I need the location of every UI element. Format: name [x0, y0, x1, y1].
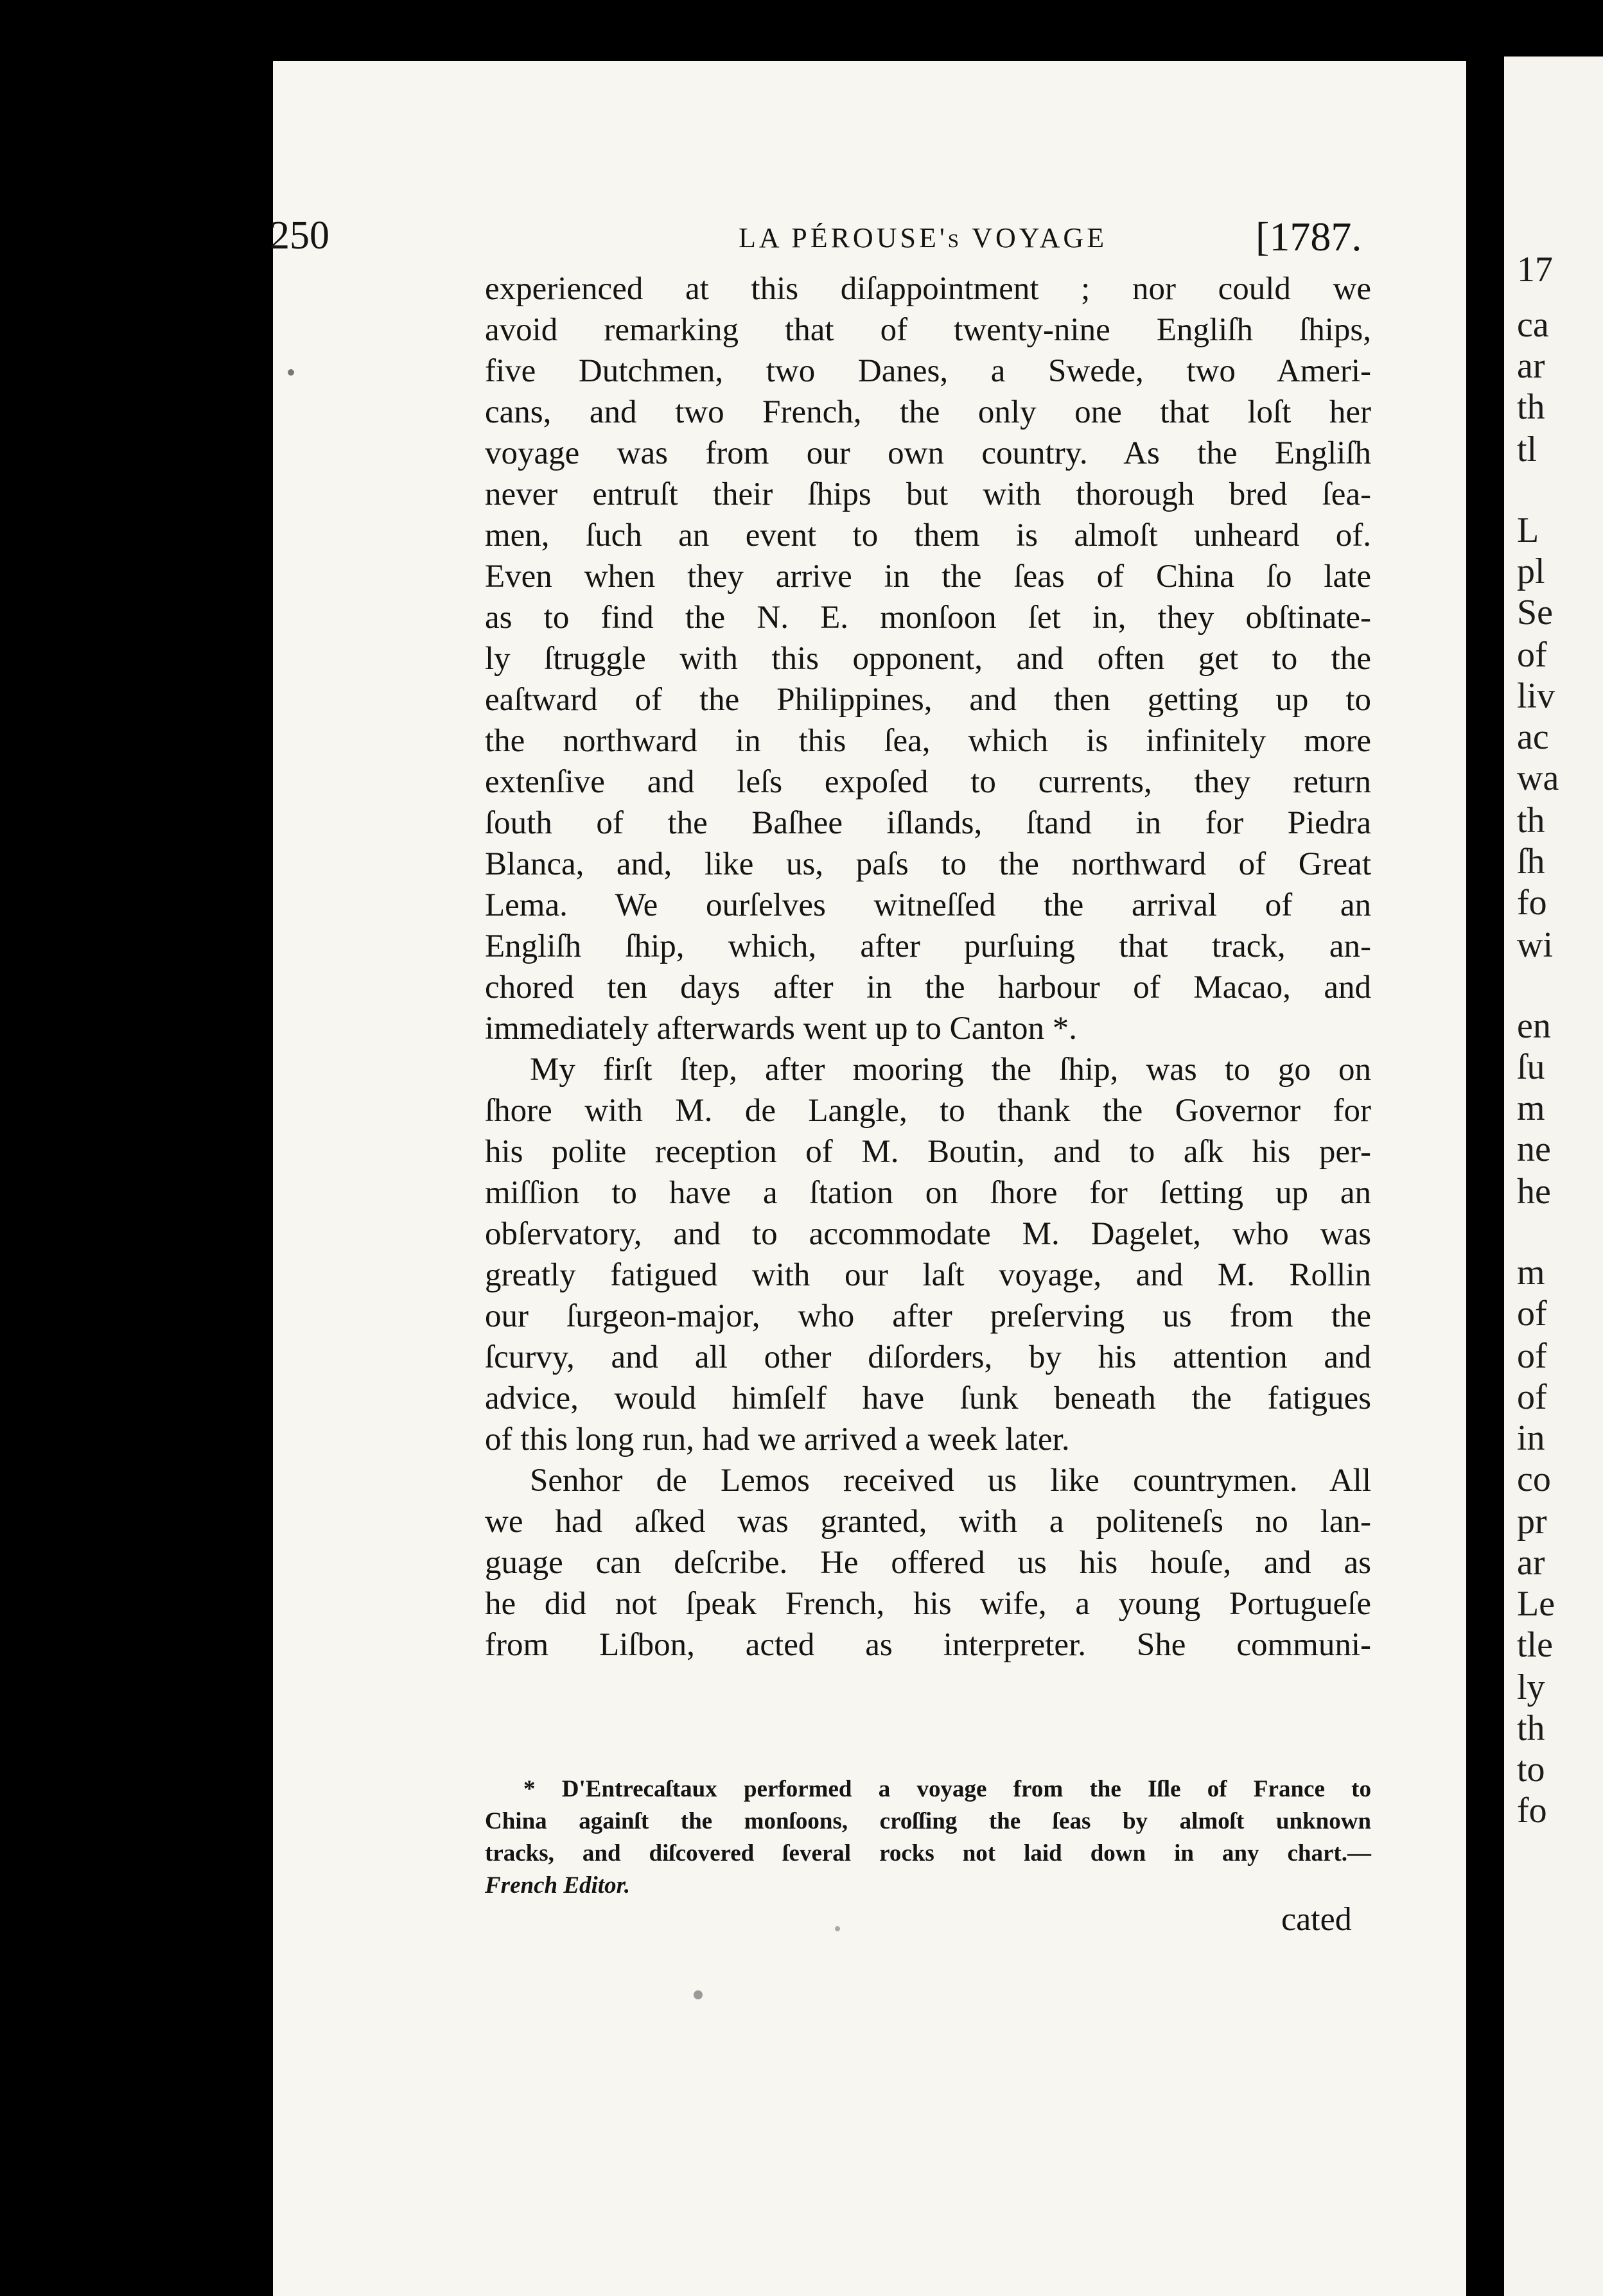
text-line: of this long run, had we arrived a week later.: [485, 1422, 1070, 1457]
footnote-line: French Editor.: [485, 1872, 631, 1899]
text-line: miſſion to have a ſtation on ſhore for ſetting up an: [485, 1175, 1371, 1211]
text-line: ly ſtruggle with this opponent, and often get to the: [485, 641, 1371, 677]
adjacent-fragment: ac: [1517, 717, 1549, 757]
adjacent-fragment: th: [1517, 387, 1545, 427]
text-line: eaſtward of the Philippines, and then getting up to: [485, 682, 1371, 718]
adjacent-fragment: m: [1517, 1088, 1545, 1128]
text-line: guage can deſcribe. He offered us his houſe, and as: [485, 1545, 1371, 1581]
adjacent-fragment: th: [1517, 801, 1545, 840]
adjacent-fragment: Le: [1517, 1584, 1555, 1624]
adjacent-fragment: pr: [1517, 1502, 1547, 1542]
adjacent-fragment: ne: [1517, 1129, 1551, 1169]
adjacent-fragment: liv: [1517, 676, 1555, 716]
adjacent-fragment: Se: [1517, 593, 1553, 632]
text-line: we had aſked was granted, with a politeneſs no lan-: [485, 1504, 1371, 1540]
text-line: Lema. We ourſelves witneſſed the arrival of an: [485, 887, 1371, 923]
text-line: chored ten days after in the harbour of Macao, and: [485, 970, 1371, 1005]
text-line: the northward in this ſea, which is infinitely more: [485, 723, 1371, 759]
adjacent-fragment: tle: [1517, 1625, 1553, 1665]
adjacent-fragment: ly: [1517, 1667, 1545, 1707]
adjacent-fragment: of: [1517, 1377, 1547, 1417]
footnote: [485, 1773, 1371, 1902]
adjacent-fragment: 17: [1517, 250, 1553, 290]
text-line: My firſt ſtep, after mooring the ſhip, was to go on: [530, 1052, 1371, 1088]
adjacent-fragment: fo: [1517, 1791, 1547, 1831]
text-line: as to find the N. E. monſoon ſet in, they obſtinate-: [485, 600, 1371, 636]
text-line: avoid remarking that of twenty-nine Engliſh ſhips,: [485, 312, 1371, 348]
text-line: Blanca, and, like us, paſs to the northward of Great: [485, 846, 1371, 882]
text-line: never entruſt their ſhips but with thorough bred ſea-: [485, 476, 1371, 512]
text-line: ſcurvy, and all other diſorders, by his attention and: [485, 1339, 1371, 1375]
text-line: from Liſbon, acted as interpreter. She communi-: [485, 1627, 1371, 1663]
adjacent-fragment: th: [1517, 1709, 1545, 1748]
text-line: immediately afterwards went up to Canton *.: [485, 1011, 1078, 1047]
adjacent-fragment: of: [1517, 1336, 1547, 1376]
text-line: he did not ſpeak French, his wife, a young Portugueſe: [485, 1586, 1371, 1622]
page-number: 250: [270, 214, 329, 257]
body-text: [485, 268, 1371, 1665]
adjacent-fragment: in: [1517, 1418, 1545, 1458]
text-line: Senhor de Lemos received us like countrymen. All: [530, 1463, 1371, 1499]
text-line: ſhore with M. de Langle, to thank the Governor for: [485, 1093, 1371, 1129]
adjacent-fragment: he: [1517, 1172, 1551, 1212]
text-line: extenſive and leſs expoſed to currents, they return: [485, 764, 1371, 800]
text-line: voyage was from our own country. As the Engliſh: [485, 435, 1371, 471]
adjacent-fragment: wi: [1517, 925, 1553, 965]
text-line: greatly fatigued with our laſt voyage, and M. Rollin: [485, 1257, 1371, 1293]
adjacent-fragment: tl: [1517, 430, 1537, 469]
adjacent-fragment: fo: [1517, 883, 1547, 923]
text-line: experienced at this diſappointment ; nor could we: [485, 271, 1371, 307]
text-line: five Dutchmen, two Danes, a Swede, two Ameri-: [485, 353, 1371, 389]
adjacent-fragment: ar: [1517, 346, 1545, 386]
adjacent-fragment: of: [1517, 1294, 1547, 1334]
paper-speck: [694, 1990, 703, 1999]
adjacent-fragment: ar: [1517, 1543, 1545, 1583]
text-line: Engliſh ſhip, which, after purſuing that track, an-: [485, 928, 1371, 964]
text-line: obſervatory, and to accommodate M. Dagelet, who was: [485, 1216, 1371, 1252]
adjacent-fragment: en: [1517, 1006, 1551, 1046]
adjacent-page-edge: [1504, 57, 1603, 2296]
text-line: men, ſuch an event to them is almoſt unheard of.: [485, 517, 1371, 553]
adjacent-fragment: L: [1517, 510, 1539, 550]
adjacent-fragment: ſu: [1517, 1047, 1545, 1087]
text-line: advice, would himſelf have ſunk beneath the fatigues: [485, 1380, 1371, 1416]
adjacent-fragment: co: [1517, 1459, 1551, 1499]
year-marker: [1787.: [1256, 214, 1362, 259]
adjacent-fragment: wa: [1517, 758, 1559, 798]
adjacent-fragment: m: [1517, 1253, 1545, 1292]
text-line: our ſurgeon-major, who after preſerving us from the: [485, 1298, 1371, 1334]
text-line: Even when they arrive in the ſeas of China ſo late: [485, 559, 1371, 595]
catchword: cated: [1281, 1901, 1352, 1938]
footnote-line: China againſt the monſoons, croſſing the ſeas by almoſt unknown: [485, 1808, 1371, 1834]
adjacent-fragment: pl: [1517, 552, 1545, 591]
running-title: LA PÉROUSE's VOYAGE: [739, 222, 1108, 254]
footnote-line: * D'Entrecaſtaux performed a voyage from the Iſle of France to: [523, 1776, 1371, 1802]
adjacent-fragment: to: [1517, 1750, 1545, 1789]
adjacent-fragment: ſh: [1517, 842, 1545, 882]
text-line: cans, and two French, the only one that loſt her: [485, 394, 1371, 430]
paper-speck: [835, 1926, 840, 1931]
paper-speck: [288, 369, 294, 376]
adjacent-fragment: of: [1517, 635, 1547, 675]
adjacent-fragment: ca: [1517, 305, 1549, 345]
footnote-line: tracks, and diſcovered ſeveral rocks not laid down in any chart.—: [485, 1840, 1371, 1866]
text-line: his polite reception of M. Boutin, and to aſk his per-: [485, 1134, 1371, 1170]
text-line: ſouth of the Baſhee iſlands, ſtand in for Piedra: [485, 805, 1371, 841]
